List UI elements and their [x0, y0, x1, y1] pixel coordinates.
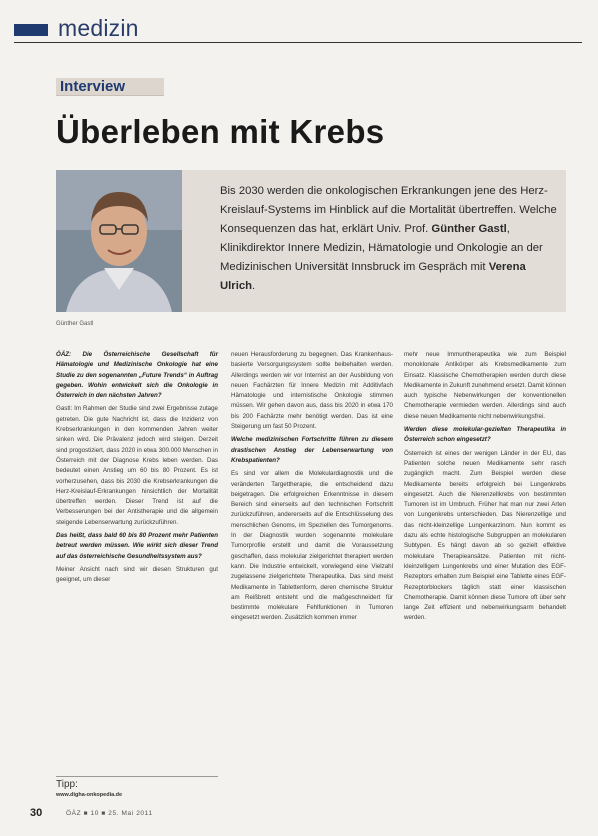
answer-1: Gastl: Im Rahmen der Studie sind zwei Ergebnisse zutage getreten. Die gute Nachricht ist, dass die Inzidenz von Krebserkrankungen in den kommenden Jahren weiter sinken wird. Die Prävalenz jedoch wird steigen. Derzeit sind progostiziert, dass 2020 in etwa 300.000 Menschen in Österreich mit der Diagnose Krebs leben werden. Das bedeutet einen Anstieg um 60 bis 80 Prozent. Es ist vorherzusehen, dass bis 2030 die Krebserkrankungen die Herz-Kreislauf-Erkrankungen hinsichtlich der Mortalität übertreffen werden. Dieser Trend ist auf die Verbesserungen bei der Antistherapie und die allgemein steigende Lebenserwartung zurückzuführen.	[56, 405, 218, 526]
portrait-illustration	[56, 170, 182, 312]
interview-tag-label: Interview	[60, 78, 126, 95]
question-1: ÖÄZ: Die Österreichische Gesellschaft für Hämatologie und Medizinische Onkologie hat eine Studie zu den sogenannten „Future Trends“ in Auftrag gegeben. Wohin entwickelt sich die Onkologie in Österreich in den nächsten Jahren?	[56, 351, 218, 400]
answer-3-cont: mehr neue Immuntherapeutika wie zum Beispiel monoklonale Antikörper als Krebsmedikamente zum Einsatz. Klassische Chemotherapien werden durch diese Medikamente in Zukunft zunehmend ersetzt. Damit können auch typische Nebenwirkungen der konventionellen Chemotherapie vermieden werden. Allerdings sind auch diese neuen Medikamente nicht nebenwirkungsfrei.	[404, 351, 566, 420]
question-3: Welche medizinischen Fortschritte führen zu diesem drastischen Anstieg der Lebenserwartung von Krebspatienten?	[231, 436, 393, 464]
column-1	[56, 350, 218, 589]
answer-2-cont: neuen Herausforderung zu begegnen. Das Krankenhaus-basierte Versorgungssystem sollte beibehalten werden. Allerdings werden wir vor Internist an der Ausbildung von neuen Fachärzten für Innere Medizin mit Additivfach Hämatologie und internistische Onkologie stimmen müssen. Wir gehen davon aus, dass bis 2020 in etwa 170 bis 200 Fachärzte mehr benötigt werden. Das ist eine Steigerung um fast 50 Prozent.	[231, 351, 393, 431]
lead-text	[220, 182, 560, 296]
column-3	[404, 350, 566, 627]
question-4: Werden diese molekular-gezielten Therapeutika in Österreich schon eingesetzt?	[404, 426, 566, 444]
answer-4: Österreich ist eines der wenigen Länder in der EU, das Patienten solche neuen Medikamente sehr rasch zugänglich macht. Zum Beispiel werden diese Medikamente bereits erfolgreich bei Lungenkrebs eingesetzt. Auch die Nierenzellkrebs von bestimmten Tumoren ist im Umbruch. Früher hat man nur zwei Arten von Lungenkrebs unterschieden. Das Nierenzellige und das nicht-kleinzellige Lungenkarzinom. Nun kommt es dazu als echte histologische Subgruppen an molekularen Subtypen. Es hängt davon ab so gezielt effektive molekulare Therapieansätze. Patienten mit nicht-kleinzelligem Lungenkrebs und einer Mutation des EGF-Rezeptors erhalten zum Beispiel eine Tablette eines EGF-Rezeptorblockers täglich statt einer klassischen Chemotherapie. Damit können diese Tumore oft über sehr lange Zeit effizient und nebenwirkungsarm behandelt werden.	[404, 449, 566, 622]
lead-text-2: , Klinikdirektor Innere Medizin, Hämatologie und Onkologie an der Medizinischen Universität Innsbruck im Gespräch mit	[220, 223, 543, 273]
section-marker	[14, 24, 48, 36]
tip-heading: Tipp:	[56, 779, 78, 790]
column-2	[231, 350, 393, 627]
section-rule	[14, 42, 582, 43]
question-2: Das heißt, dass bald 60 bis 80 Prozent mehr Patienten betreut werden müssen. Wie wirkt sich dieser Trend auf das österreichische Gesundheitssystem aus?	[56, 532, 218, 560]
lead-text-3: .	[252, 280, 256, 292]
page-number: 30	[30, 807, 43, 819]
tip-link[interactable]: www.digha-onkopedia.de	[56, 792, 123, 798]
section-label: medizin	[58, 15, 139, 41]
interview-tag	[56, 78, 164, 96]
issue-info: ÖÄZ ■ 10 ■ 25. Mai 2011	[66, 810, 153, 817]
portrait-photo	[56, 170, 182, 312]
tip-box	[56, 776, 218, 802]
lead-name-ulrich: Verena Ulrich	[220, 261, 526, 292]
photo-caption: Günther Gastl	[56, 321, 94, 327]
answer-2-start: Meiner Ansicht nach sind wir diesen Strukturen gut geeignet, um dieser	[56, 565, 218, 584]
lead-box	[56, 170, 566, 312]
answer-3: Es sind vor allem die Molekulardiagnostik und die veränderten Targettherapie, die entscheidend dazu beigetragen. Die erfolgreichen Erkenntnisse in diesem Bereich sind einerseits auf den technischen Fortschritt zurückzuführen, andererseits auf die Entschlüsselung des menschlichen Genoms, im Speziellen des Tumorgenoms. In der Diagnostik wurden sogenannte molekulare Tumorprofile erstellt und damit die Voraussetzung geschaffen, dass molekular zielgerichtet therapiert werden kann. Die Industrie entwickelt, vorwiegend eine Vielzahl zugelassene zielgerichtete Therapeutika. Das sind meist Medikamente in Tablettenform, deren chemische Struktur am Reißbrett entsteht und die maßgeschneidert für bestimmte molekulare Fehlfunktionen in Tumoren eingesetzt werden. Zusätzlich kommen immer	[231, 470, 393, 622]
lead-text-1: Bis 2030 werden die onkologischen Erkrankungen jene des Herz-Kreislauf-Systems im Hinblick auf die Mortalität übertreffen. Welche Konsequenzen das hat, erklärt Univ. Prof.	[220, 185, 557, 235]
article-title: Überleben mit Krebs	[56, 113, 385, 150]
lead-name-gastl: Günther Gastl	[431, 223, 507, 235]
